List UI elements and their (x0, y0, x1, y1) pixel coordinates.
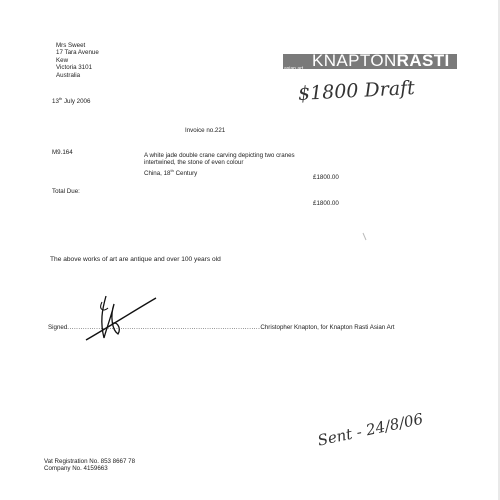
handwritten-sent-note: Sent - 24/8/06 (316, 409, 425, 450)
desc-line3-sup: th (170, 167, 174, 173)
recipient-address (56, 42, 99, 79)
antique-statement: The above works of art are antique and over 100 years old (50, 256, 221, 263)
recipient-country: Australia (56, 71, 81, 79)
signatory-name: Christopher Knapton, for Knapton Rasti Asian Art (260, 324, 395, 331)
item-desc-line3 (144, 167, 295, 177)
item-amount: £1800.00 (313, 174, 339, 181)
date-day: 13 (52, 98, 59, 106)
total-due-label: Total Due: (52, 188, 80, 195)
brand-part2: RASTI (396, 51, 450, 70)
desc-line3-post: Century (173, 169, 198, 177)
brand-subtitle: asian art (284, 66, 304, 72)
recipient-suburb: Kew (56, 56, 69, 64)
signed-label: Signed (48, 324, 68, 331)
signature-scribble (82, 290, 162, 350)
desc-line3-pre: China, 18 (144, 169, 171, 177)
invoice-date (52, 95, 90, 105)
brand-part1: KNAPTON (312, 51, 397, 70)
recipient-name: Mrs Sweet (56, 42, 86, 49)
recipient-state-postcode: Victoria 3101 (56, 64, 93, 72)
vat-registration: Vat Registration No. 853 8667 78 (44, 458, 136, 465)
item-reference: M9.164 (52, 149, 73, 156)
footer (44, 458, 135, 473)
item-description (144, 152, 295, 177)
signature-dots: ....................................................................................... (67, 324, 261, 331)
total-due-amount: £1800.00 (313, 200, 339, 207)
invoice-title: Invoice no.221 (185, 127, 226, 134)
date-rest: July 2006 (62, 98, 91, 106)
recipient-street: 17 Tara Avenue (56, 49, 99, 57)
brand-logo (312, 52, 450, 70)
handwritten-price-note: $1800 Draft (297, 76, 416, 106)
pencil-mark (362, 232, 368, 242)
date-suffix: th (58, 96, 63, 101)
item-desc-line2: intertwined, the stone of even colour (144, 159, 244, 167)
signature-line (48, 324, 394, 331)
company-number: Company No. 4159663 (44, 465, 108, 473)
item-desc-line1: A white jade double crane carving depicting two cranes (144, 152, 295, 159)
